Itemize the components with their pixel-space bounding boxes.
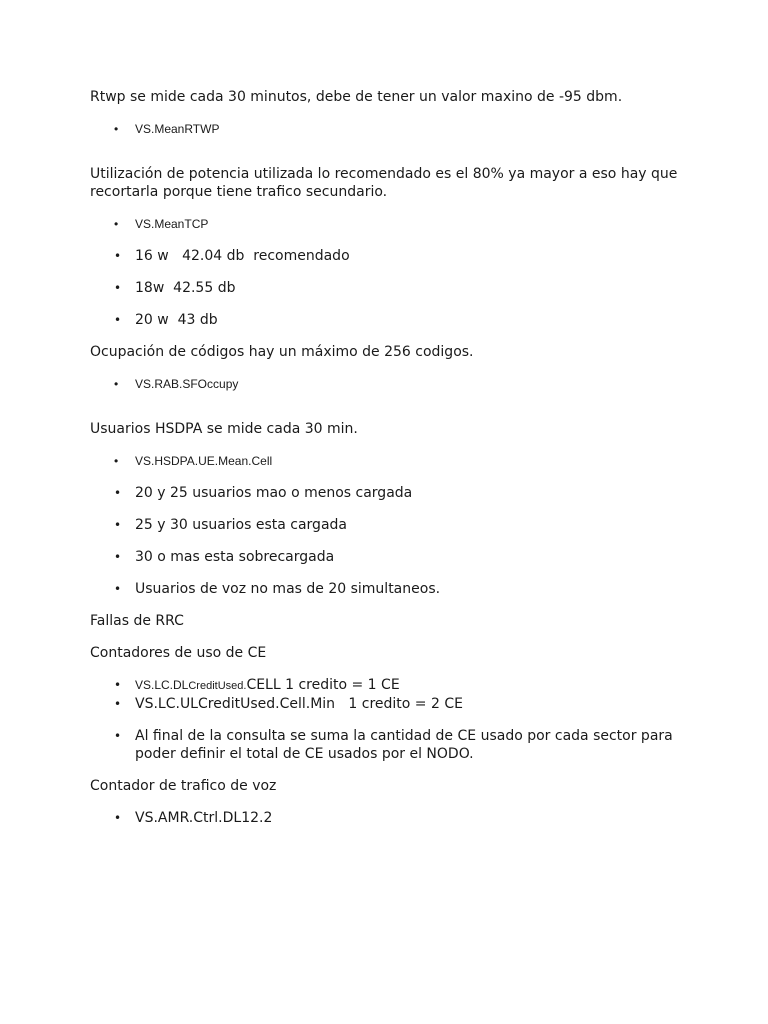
ce-counter-dl-c: CELL 1 credito = 1 CE — [246, 677, 400, 693]
document-page — [90, 88, 690, 827]
ce-counter-dl-a: VS.LC.DL — [135, 678, 189, 692]
list-item: • VS.AMR.Ctrl.DL12.2 — [90, 809, 690, 827]
list-item: • 20 w 43 db — [90, 311, 690, 329]
ce-counter-dl-b: CreditUsed. — [188, 680, 247, 692]
list-item — [90, 676, 690, 695]
potencia-list — [90, 215, 690, 329]
list-item: • 25 y 30 usuarios esta cargada — [90, 516, 690, 534]
list-item: • 30 o mas esta sobrecargada — [90, 548, 690, 566]
list-item: • 16 w 42.04 db recomendado — [90, 247, 690, 265]
list-item: • 18w 42.55 db — [90, 279, 690, 297]
hsdpa-paragraph: Usuarios HSDPA se mide cada 30 min. — [90, 421, 358, 437]
rtwp-paragraph: Rtwp se mide cada 30 minutos, debe de tener un valor maxino de -95 dbm. — [90, 89, 623, 105]
voz-paragraph: Contador de trafico de voz — [90, 778, 277, 794]
voz-list — [90, 809, 690, 827]
list-item: • VS.RAB.SFOccupy — [90, 375, 690, 393]
ce-paragraph: Contadores de uso de CE — [90, 645, 267, 661]
list-item: • VS.LC.ULCreditUsed.Cell.Min 1 credito = 2 CE — [90, 695, 690, 713]
rrc-paragraph: Fallas de RRC — [90, 613, 184, 629]
rtwp-list — [90, 120, 690, 138]
hsdpa-list — [90, 452, 690, 598]
list-item: • VS.HSDPA.UE.Mean.Cell — [90, 452, 690, 470]
list-item: • VS.MeanRTWP — [90, 120, 690, 138]
codigos-paragraph: Ocupación de códigos hay un máximo de 256 codigos. — [90, 344, 474, 360]
list-item: • Al final de la consulta se suma la cantidad de CE usado por cada sector para poder definir el total de CE usados por el NODO. — [90, 727, 690, 763]
list-item: • VS.MeanTCP — [90, 215, 690, 233]
codigos-list — [90, 375, 690, 393]
list-item: • Usuarios de voz no mas de 20 simultaneos. — [90, 580, 690, 598]
potencia-paragraph: Utilización de potencia utilizada lo recomendado es el 80% ya mayor a eso hay que recortarla porque tiene trafico secundario. — [90, 166, 678, 200]
list-item: • 20 y 25 usuarios mao o menos cargada — [90, 484, 690, 502]
ce-list — [90, 676, 690, 763]
